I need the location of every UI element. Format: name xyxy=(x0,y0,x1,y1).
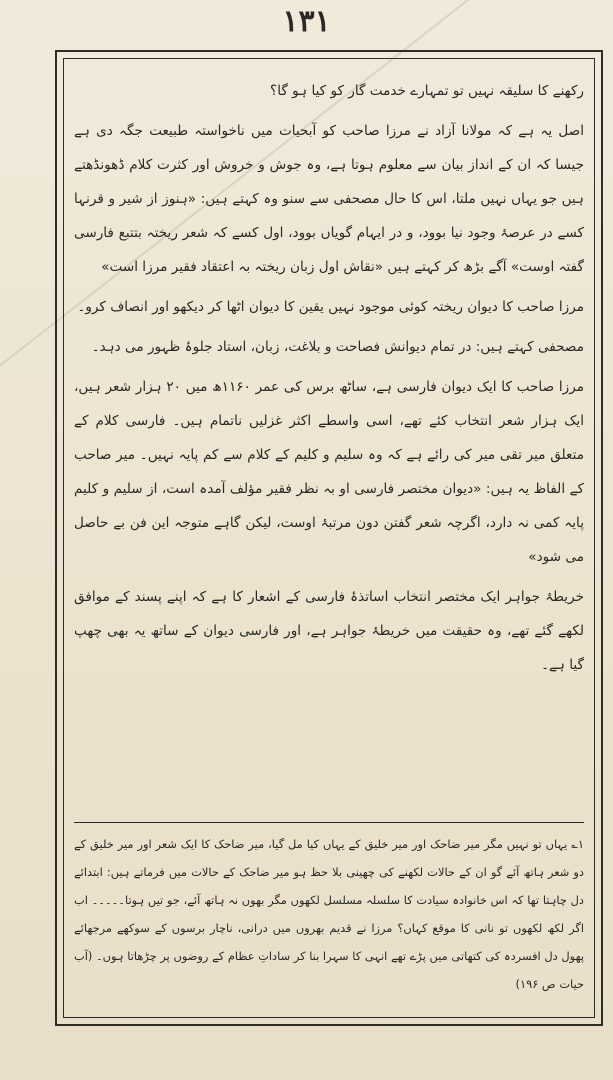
main-text xyxy=(74,74,584,682)
footnote-separator xyxy=(74,822,584,823)
page-number: ۱۳۱ xyxy=(282,4,331,39)
body-paragraph-6: خریطۂ جواہر ایک مختصر انتخاب اساتذۂ فارسی کے اشعار کا ہے کہ اپنے پسند کے موافق لکھے گئے تھے، وہ حقیقت میں خریطۂ جواہر ہے، اور فارسی دیوان کے ساتھ یہ بھی چھپ گیا ہے۔ xyxy=(74,589,584,673)
body-paragraph-5: مرزا صاحب کا ایک دیوان فارسی ہے، ساٹھ برس کی عمر ۱۱۶۰ھ میں ۲۰ ہزار شعر ہیں، ایک ہزار شعر انتخاب کئے تھے، اسی واسطے اکثر غزلیں ناتمام ہیں۔ فارسی کلام کے متعلق میر تقی میر کی رائے ہے کہ وہ سلیم و کلیم کے کلام سے کم پایہ نہیں۔ میر صاحب کے الفاظ یہ ہیں: «دیوان مختصر فارسی او بہ نظر فقیر مؤلف آمدہ است، از سلیم و کلیم پایہ کمی نہ دارد، اگرچہ شعر گفتن دون مرتبۂ اوست، لیکن گاہے متوجہ این فن بے حاصل می شود» xyxy=(74,379,584,565)
body-paragraph-2: اصل یہ ہے کہ مولانا آزاد نے مرزا صاحب کو آبحیات میں ناخواستہ طبیعت جگہ دی ہے جیسا کہ ان کے انداز بیان سے معلوم ہوتا ہے، وہ جوش و خروش اور کثرت کلام ڈھونڈھتے ہیں جو یہاں نہیں ملتا، اس کا حال مصحفی سے سنو وہ کہتے ہیں: «ہنوز از شیر و قرنہا کسے در عرصۂ وجود نیا بوود، و در ایہام گویاں بوود، اول کسے کہ شعر ریختہ بتتبع فارسی گفتہ اوست» آگے بڑھ کر کہتے ہیں «نقاش اول زبان ریختہ بہ اعتقاد فقیر مرزا است» xyxy=(74,123,584,275)
footnote-paragraph-1: ۱؎ یہاں تو نہیں مگر میر ضاحک اور میر خلیق کے یہاں کیا مل گیا، میر ضاحک کا ایک شعر اور میر خلیق کے دو شعر ہاتھ آئے گو ان کے حالات لکھنے کی چھینی بلا حظ ہو میر ضاحک کے حالات میں فرماتے ہیں: ابتدائے دل چاہتا تھا کہ اس خانوادہ سیادت کا سلسلہ مسلسل لکھوں مگر بھوں نہ ہاتھ آئے، جو تیں ہوتا۔۔۔۔۔ اب اگر لکھ لکھوں تو نانی کا موقع کہاں؟ مرزا نے قدیم بھروں میں درانی، ناچار برسوں کے سوکھے مرجھائے پھول دل افسردہ کی کتھاتی میں پڑے تھے انہی کا سہرا بنا کر ساداتِ عظام کے روضوں پر چڑھاتا ہوں۔ (آب حیات ص ۱۹۶) xyxy=(74,837,584,991)
footnote xyxy=(74,830,584,998)
body-paragraph-4: مصحفی کہتے ہیں: در تمام دیوانش فصاحت و بلاغت، زبان، استاد جلوۂ ظہور می دہد۔ xyxy=(91,339,584,355)
body-paragraph-3: مرزا صاحب کا دیوان ریختہ کوئی موجود نہیں یقین کا دیوان اٹھا کر دیکھو اور انصاف کرو۔ xyxy=(77,299,584,315)
body-paragraph-1: رکھنے کا سلیقہ نہیں تو تمہارے خدمت گار کو کیا ہو گا؟ xyxy=(269,83,584,99)
